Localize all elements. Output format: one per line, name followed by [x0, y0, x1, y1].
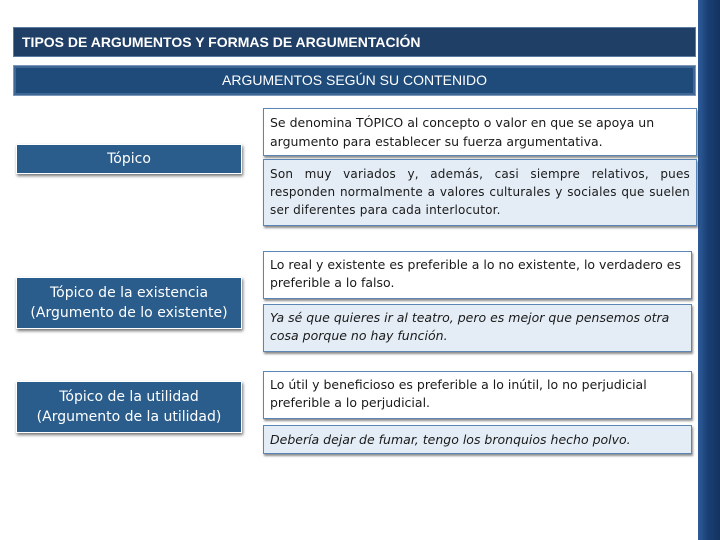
- topic-label-line2: (Argumento de lo existente): [30, 305, 228, 321]
- section-subtitle: ARGUMENTOS SEGÚN SU CONTENIDO: [13, 65, 696, 96]
- existencia-example-text: Ya sé que quieres ir al teatro, pero es mejor que pensemos otra cosa porque no hay función.: [270, 310, 670, 343]
- topic-box-existencia: [16, 277, 242, 329]
- topico-detail-text: Son muy variados y, además, casi siempre relativos, pues responden normalmente a valores culturales y sociales que suelen ser diferentes para cada interlocutor.: [270, 167, 690, 217]
- topic-label-line1: Tópico de la utilidad: [59, 389, 199, 405]
- topic-box-topico: [16, 144, 242, 174]
- topic-label-line2: (Argumento de la utilidad): [36, 409, 222, 425]
- topico-definition-box: [263, 108, 697, 156]
- topic-label-line1: Tópico de la existencia: [49, 285, 209, 301]
- utilidad-example-box: [263, 425, 692, 454]
- existencia-definition-box: [263, 251, 692, 299]
- existencia-definition-text: Lo real y existente es preferible a lo no existente, lo verdadero es preferible a lo falso.: [270, 257, 681, 290]
- utilidad-definition-text: Lo útil y beneficioso es preferible a lo inútil, lo no perjudicial preferible a lo perjudicial.: [270, 377, 647, 410]
- utilidad-definition-box: [263, 371, 692, 419]
- topic-label: Tópico: [107, 151, 151, 167]
- topico-detail-box: [263, 159, 697, 226]
- slide-title: TIPOS DE ARGUMENTOS Y FORMAS DE ARGUMENTACIÓN: [13, 27, 696, 57]
- existencia-example-box: [263, 304, 692, 352]
- decorative-side-stripe: [698, 0, 720, 540]
- topic-box-utilidad: [16, 381, 242, 433]
- topico-definition-text: Se denomina TÓPICO al concepto o valor en que se apoya un argumento para establecer su fuerza argumentativa.: [270, 115, 655, 149]
- utilidad-example-text: Debería dejar de fumar, tengo los bronquios hecho polvo.: [270, 432, 631, 447]
